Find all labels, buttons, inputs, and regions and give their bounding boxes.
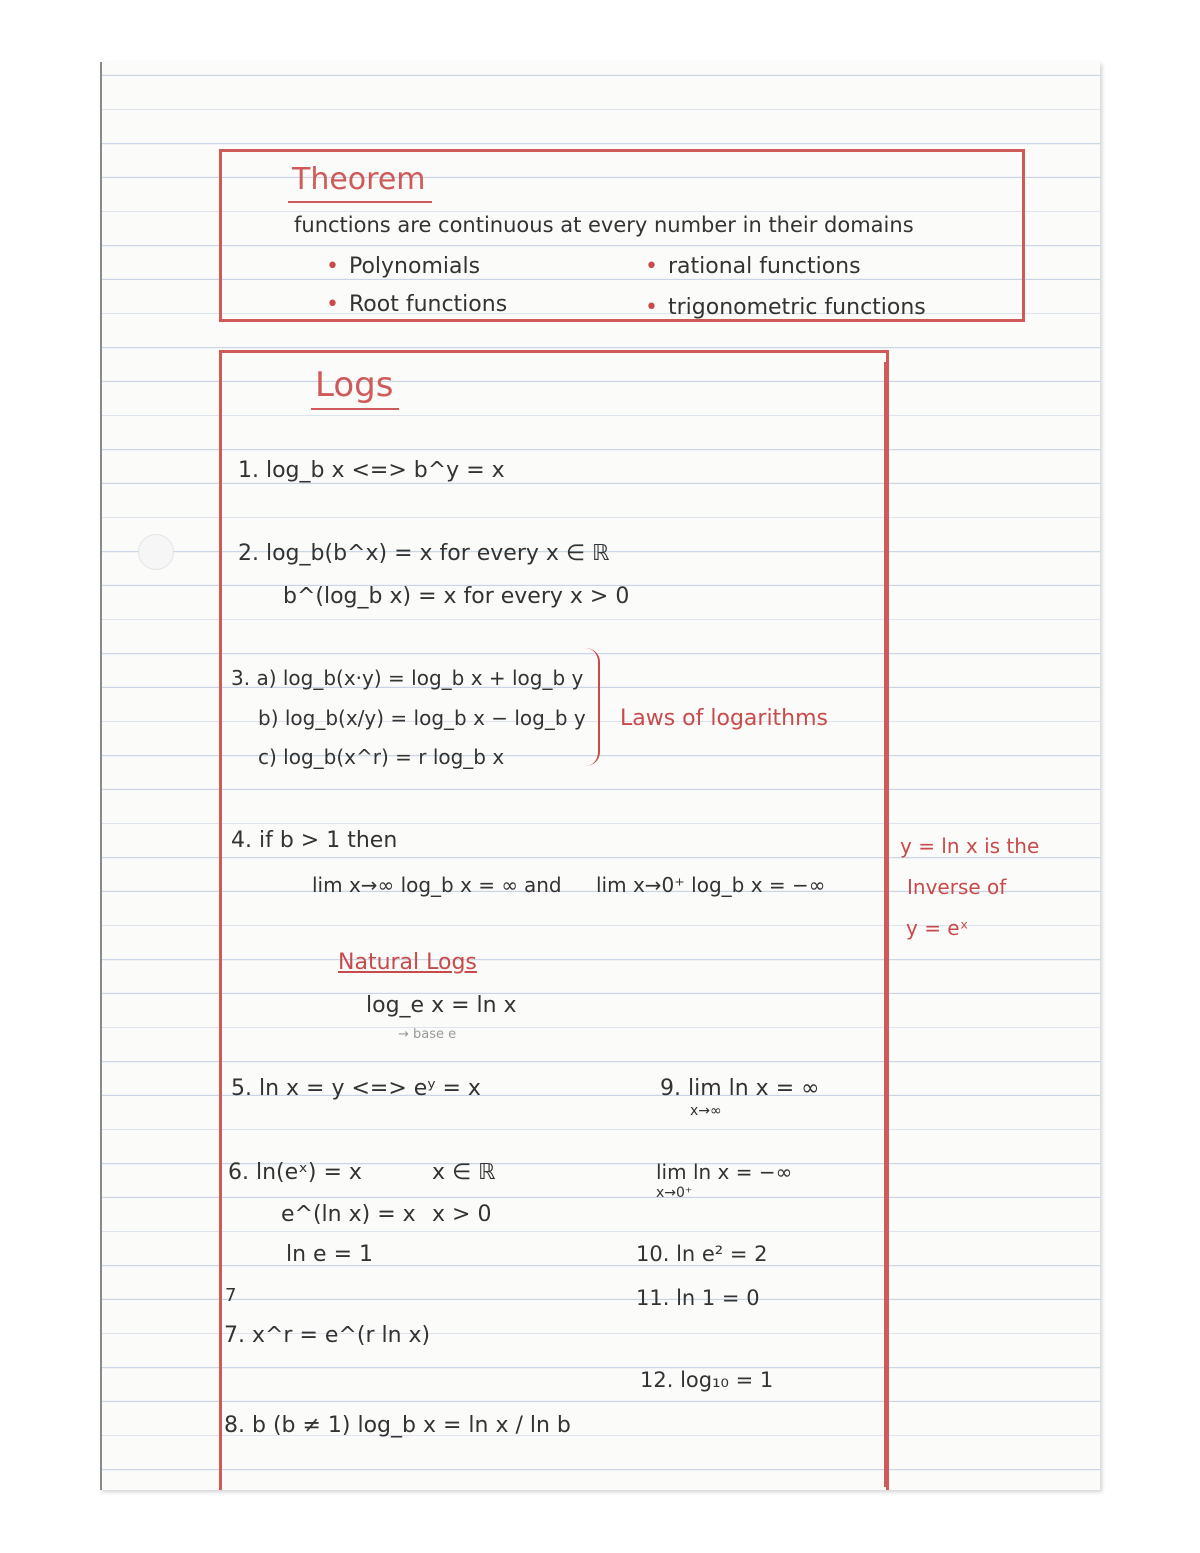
log-rule-2b: b^(log_b x) = x for every x > 0: [283, 584, 630, 609]
log-rule-6c: ln e = 1: [286, 1242, 374, 1267]
side-note-line-1: y = ln x is the: [900, 834, 1040, 858]
log-rule-1: 1. log_b x <=> b^y = x: [238, 458, 505, 483]
log-rule-9a-sub: x→∞: [690, 1103, 722, 1119]
log-rule-9b: lim ln x = −∞: [656, 1160, 793, 1184]
side-note-line-2: Inverse of: [907, 875, 1007, 899]
log-rule-8: 8. b (b ≠ 1) log_b x = ln x / ln b: [224, 1413, 571, 1438]
log-rule-9b-sub: x→0⁺: [656, 1185, 693, 1201]
natural-logs-equation: log_e x = ln x: [366, 993, 517, 1018]
log-rule-3b: b) log_b(x/y) = log_b x − log_b y: [258, 706, 586, 730]
log-rule-4a: 4. if b > 1 then: [231, 828, 398, 853]
theorem-statement: functions are continuous at every number in their domains: [294, 213, 914, 237]
log-rule-6a-condition: x ∈ ℝ: [432, 1160, 496, 1185]
log-rule-10: 10. ln e² = 2: [636, 1242, 768, 1266]
log-rule-6b: e^(ln x) = x: [281, 1202, 416, 1227]
log-rule-6b-condition: x > 0: [432, 1202, 492, 1227]
theorem-item-polynomials: • Polynomials: [326, 256, 480, 278]
laws-label: Laws of logarithms: [620, 706, 829, 731]
log-rule-12: 12. log₁₀ = 1: [640, 1368, 774, 1392]
logs-box: [219, 350, 889, 1490]
theorem-item-trig: • trigonometric functions: [645, 297, 926, 319]
stray-number: 7: [225, 1285, 237, 1306]
binder-hole: [138, 534, 174, 570]
log-rule-9a: 9. lim ln x = ∞: [660, 1076, 820, 1101]
theorem-title: Theorem: [292, 162, 426, 197]
log-rule-4-and: and: [524, 873, 562, 897]
side-note-line-3: y = eˣ: [906, 916, 969, 940]
log-rule-2a: 2. log_b(b^x) = x for every x ∈ ℝ: [238, 541, 610, 566]
natural-logs-title: Natural Logs: [338, 950, 477, 975]
log-rule-4b: lim x→∞ log_b x = ∞: [312, 873, 519, 897]
logs-box-right-edge: [884, 362, 887, 1487]
logs-title: Logs: [315, 365, 394, 405]
log-rule-4c: lim x→0⁺ log_b x = −∞: [596, 873, 826, 897]
natural-logs-note: → base e: [398, 1027, 457, 1042]
log-rule-11: 11. ln 1 = 0: [636, 1286, 760, 1310]
log-rule-7: 7. x^r = e^(r ln x): [224, 1323, 431, 1348]
theorem-item-root: • Root functions: [326, 294, 507, 316]
laws-brace: [584, 648, 600, 766]
log-rule-6a: 6. ln(eˣ) = x: [228, 1160, 362, 1185]
log-rule-3a: 3. a) log_b(x·y) = log_b x + log_b y: [231, 666, 584, 690]
log-rule-5: 5. ln x = y <=> eʸ = x: [231, 1076, 481, 1101]
theorem-item-rational: • rational functions: [645, 256, 861, 278]
log-rule-3c: c) log_b(x^r) = r log_b x: [258, 745, 505, 769]
